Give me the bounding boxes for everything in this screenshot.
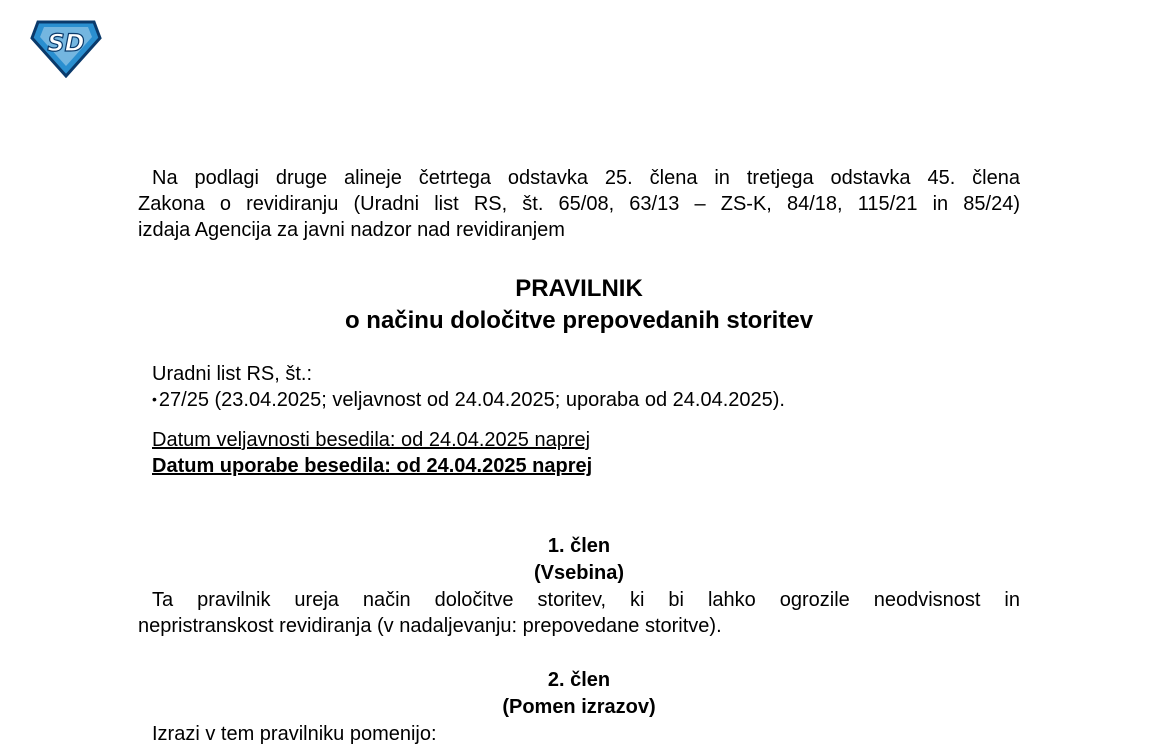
publication-entry-row [152,387,785,414]
publication-entry: 27/25 (23.04.2025; veljavnost od 24.04.2025; uporaba od 24.04.2025). [158,389,785,411]
intro-line: Na podlagi druge alineje četrtega odstavka 25. člena in tretjega odstavka 45. člena [152,167,1020,189]
article-1-body [138,587,1020,639]
article-number: 2. člen [547,669,611,691]
article-line: nepristranskost revidiranja (v nadaljevanju: prepovedane storitve). [138,615,722,637]
article-line: Ta pravilnik ureja način določitve storitev, ki bi lahko ogrozile neodvisnost in [152,589,1020,611]
document-title [138,273,1020,337]
article-heading: (Pomen izrazov) [502,696,656,718]
intro-line: izdaja Agencija za javni nadzor nad revidiranjem [138,219,565,241]
article-number: 1. člen [547,535,611,557]
validity-date: Datum veljavnosti besedila: od 24.04.2025 naprej [152,429,591,451]
article-2-header [138,667,1020,721]
article-heading: (Vsebina) [533,562,625,584]
application-date: Datum uporabe besedila: od 24.04.2025 naprej [152,455,593,477]
article-1-header [138,533,1020,587]
logo [30,18,102,78]
dates-block [152,427,592,479]
intro-line: Zakona o revidiranju (Uradni list RS, št. 65/08, 63/13 – ZS-K, 84/18, 115/21 in 85/24) [138,193,1020,215]
article-2-body [152,721,437,747]
publication-info [152,361,785,414]
publication-label: Uradni list RS, št.: [152,363,313,385]
title-line-2: o načinu določitve prepovedanih storitev [344,307,814,334]
title-line-1: PRAVILNIK [515,275,643,302]
intro-paragraph [138,165,1020,243]
article-line: Izrazi v tem pravilniku pomenijo: [152,723,437,745]
logo-lettering: SD [47,29,85,57]
bullet-icon: • [152,391,157,407]
